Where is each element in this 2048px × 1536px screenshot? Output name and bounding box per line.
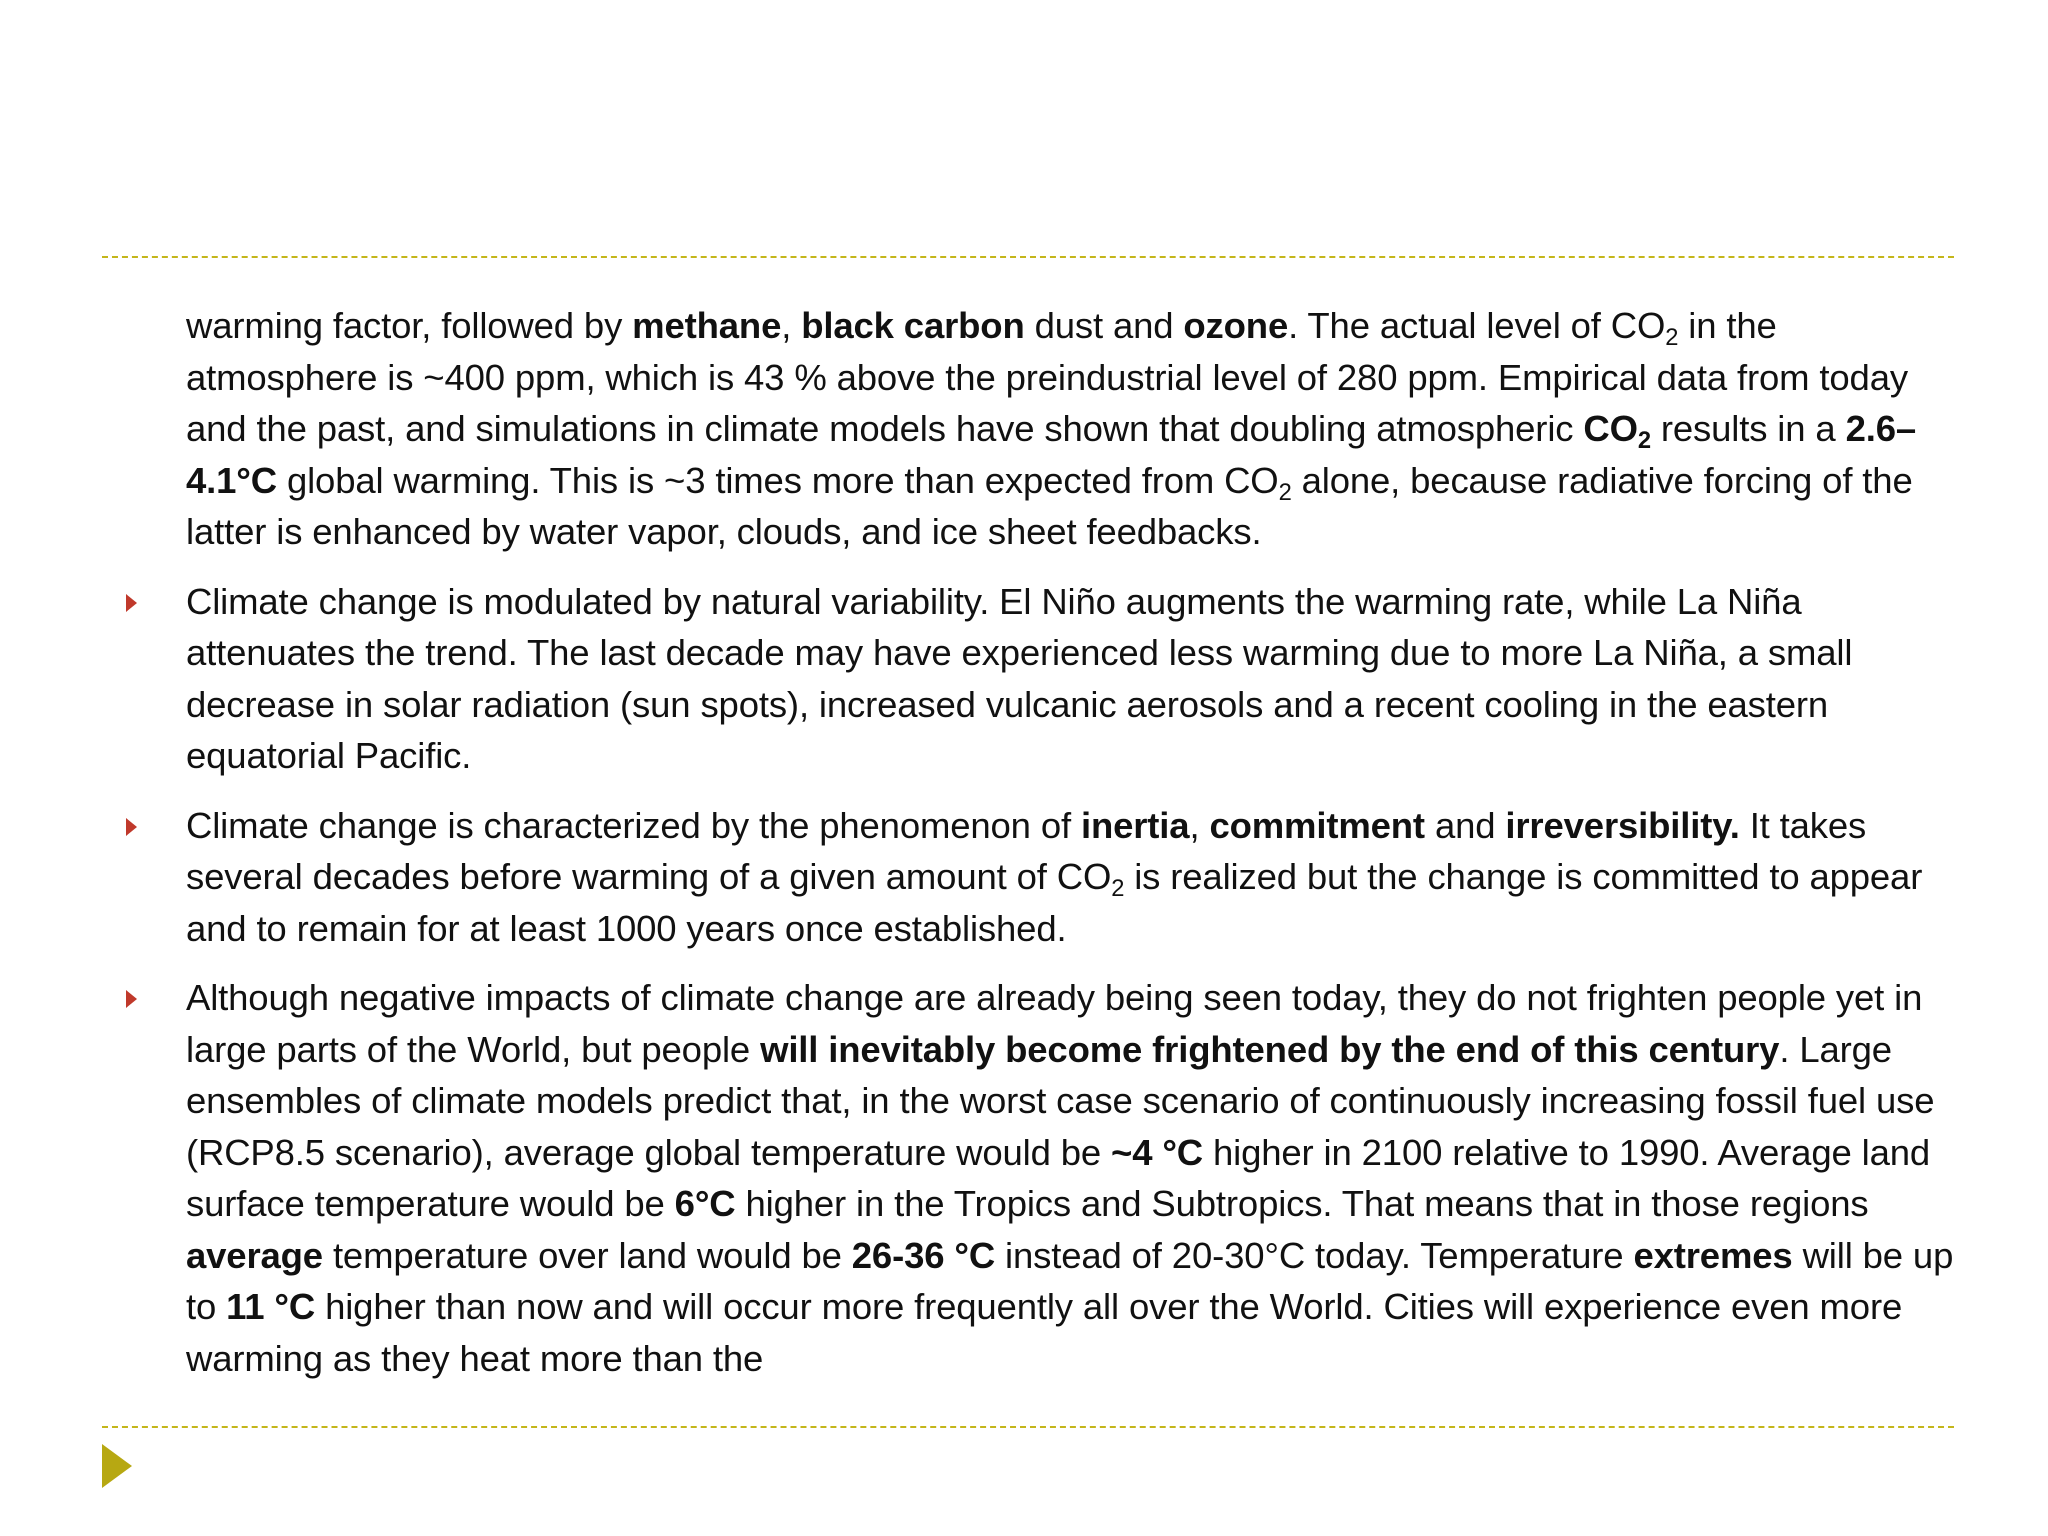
subscript-text: 2: [1111, 876, 1125, 903]
text-run: It takes several decades before warming of a given amount of CO: [186, 804, 1867, 897]
bold-text: inertia: [1080, 804, 1190, 846]
text-run: instead of 20-30°C today. Temperature: [995, 1234, 1634, 1276]
bullet-paragraph: [100, 972, 1970, 1384]
text-run: warming factor, followed by: [186, 305, 633, 346]
bold-text: ~4 °C: [1111, 1131, 1203, 1173]
bold-text: irreversibility.: [1505, 804, 1740, 846]
triangle-right-bullet-icon: [126, 818, 137, 836]
bottom-dashed-rule: [102, 1426, 1954, 1428]
triangle-right-bullet-icon: [126, 594, 137, 612]
text-run: alone, because radiative forcing of the latter is enhanced by water vapor, clouds, and ice sheet feedbacks.: [186, 459, 1913, 552]
text-run: Climate change is modulated by natural variability. El Niño augments the warming rate, while La Niña attenuates the trend. The last decade may have experienced less warming due to more La Niña, a small decrease in solar radiation (sun spots), increased vulcanic aerosols and a recent cooling in the eastern equatorial Pacific.: [186, 580, 1853, 776]
slide-body: [100, 300, 1970, 1402]
subscript-text: 2: [1637, 428, 1651, 455]
top-dashed-rule: [102, 256, 1954, 258]
bold-text: extremes: [1633, 1234, 1793, 1276]
text-run: temperature over land would be: [322, 1234, 852, 1276]
text-run: will be up to: [186, 1234, 1954, 1327]
text-run: in the atmosphere is ~400 ppm, which is 43 % above the preindustrial level of 280 ppm. Empirical data from today and the past, and simulations in climate models have shown that doubling atmospheric: [186, 305, 1908, 449]
bold-text: 6°C: [674, 1183, 736, 1224]
triangle-right-bullet-icon: [126, 990, 137, 1008]
bold-text: CO: [1583, 408, 1638, 449]
text-run: Although negative impacts of climate change are already being seen today, they do not frighten people yet in large parts of the World, but people: [186, 977, 1923, 1070]
bold-text: methane: [632, 305, 782, 346]
text-run: ,: [1189, 804, 1210, 846]
bold-text: 11 °C: [226, 1286, 316, 1327]
bold-text: will inevitably become frightened by the end of this century: [760, 1028, 1780, 1070]
bullet-paragraph: [100, 800, 1970, 955]
text-run: Climate change is characterized by the phenomenon of: [186, 804, 1081, 846]
subscript-text: 2: [1665, 325, 1679, 352]
text-run: global warming. This is ~3 times more than expected from CO: [276, 459, 1279, 501]
bullet-paragraph: [100, 576, 1970, 782]
text-run: . The actual level of CO: [1288, 305, 1666, 346]
text-run: ,: [781, 305, 802, 346]
text-run: higher in 2100 relative to 1990. Average land surface temperature would be: [186, 1131, 1931, 1224]
text-run: is realized but the change is committed to appear and to remain for at least 1000 years once established.: [186, 856, 1923, 949]
text-run: and: [1424, 804, 1506, 846]
text-run: higher in the Tropics and Subtropics. That means that in those regions: [735, 1183, 1869, 1224]
bold-text: commitment: [1209, 804, 1425, 846]
bold-text: average: [186, 1234, 323, 1276]
continued-paragraph: [100, 300, 1970, 558]
bold-text: ozone: [1183, 305, 1289, 346]
subscript-text: 2: [1278, 479, 1292, 506]
bold-text: 26-36 °C: [851, 1234, 996, 1276]
bold-text: black carbon: [801, 305, 1025, 346]
bold-text: 2.6–4.1°C: [186, 408, 1917, 501]
text-run: . Large ensembles of climate models predict that, in the worst case scenario of continuously increasing fossil fuel use (RCP8.5 scenario), average global temperature would be: [186, 1028, 1935, 1173]
next-slide-arrow-icon[interactable]: [102, 1444, 132, 1488]
text-run: dust and: [1024, 305, 1184, 346]
text-run: higher than now and will occur more frequently all over the World. Cities will experience even more warming as they heat more than the: [186, 1286, 1903, 1379]
text-run: results in a: [1650, 408, 1846, 449]
